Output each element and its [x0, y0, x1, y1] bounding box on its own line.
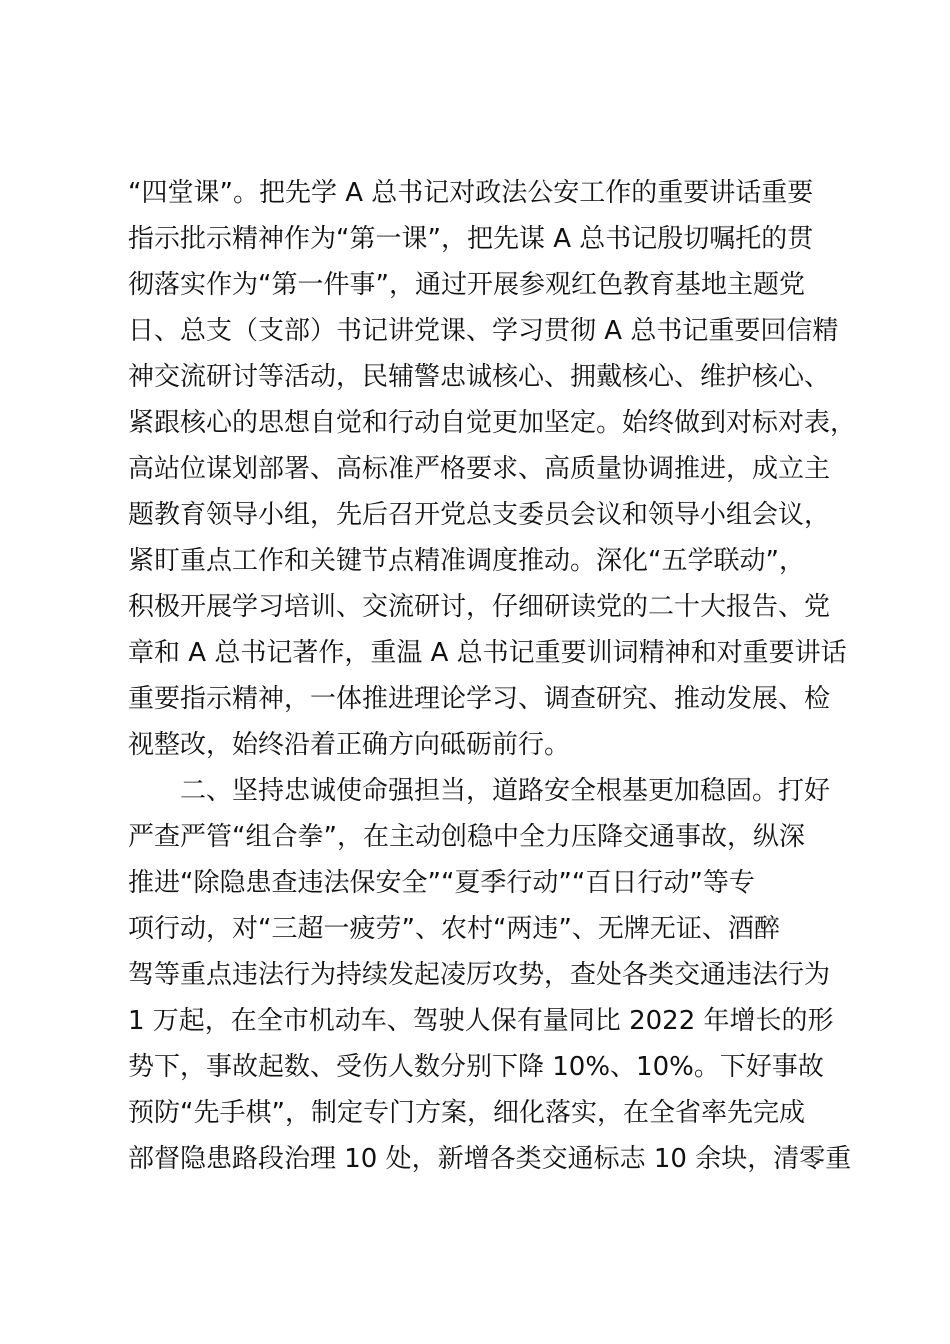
- text-line: 章和 A 总书记著作，重温 A 总书记重要训词精神和对重要讲话: [128, 638, 847, 668]
- text-line: 指示批示精神作为“第一课”，把先谋 A 总书记殷切嘱托的贯: [128, 224, 814, 254]
- text-line: 部督隐患路段治理 10 处，新增各类交通标志 10 余块，清零重: [128, 1144, 852, 1174]
- text-line: 神交流研讨等活动，民辅警忠诚核心、拥戴核心、维护核心、: [128, 362, 831, 392]
- text-line: 驾等重点违法行为持续发起凌厉攻势，查处各类交通违法行为: [128, 960, 831, 990]
- text-line: 1 万起，在全市机动车、驾驶人保有量同比 2022 年增长的形: [128, 1006, 834, 1036]
- text-line: 项行动，对“三超一疲劳”、农村“两违”、无牌无证、酒醉: [128, 914, 780, 944]
- text-line: 紧跟核心的思想自觉和行动自觉更加坚定。始终做到对标对表，: [128, 408, 857, 438]
- document-body: [128, 170, 857, 1182]
- text-line: 日、总支（支部）书记讲党课、学习贯彻 A 总书记重要回信精: [128, 316, 839, 346]
- text-line: 积极开展学习培训、交流研讨，仔细研读党的二十大报告、党: [128, 592, 831, 622]
- text-line: 彻落实作为“第一件事”，通过开展参观红色教育基地主题党: [128, 270, 805, 300]
- text-line: 推进“除隐患查违法保安全”“夏季行动”“百日行动”等专: [128, 868, 755, 898]
- text-line: 紧盯重点工作和关键节点精准调度推动。深化“五学联动”，: [128, 546, 805, 576]
- text-line: 重要指示精神，一体推进理论学习、调查研究、推动发展、检: [128, 684, 831, 714]
- text-line: 题教育领导小组，先后召开党总支委员会议和领导小组会议，: [128, 500, 831, 530]
- text-line: “四堂课”。把先学 A 总书记对政法公安工作的重要讲话重要: [128, 178, 814, 208]
- text-line: 视整改，始终沿着正确方向砥砺前行。: [128, 730, 571, 760]
- section-heading-line: 二、坚持忠诚使命强担当，道路安全根基更加稳固。打好: [128, 776, 831, 806]
- text-line: 高站位谋划部署、高标准严格要求、高质量协调推进，成立主: [128, 454, 831, 484]
- text-line: 势下，事故起数、受伤人数分别下降 10%、10%。下好事故: [128, 1052, 824, 1082]
- text-line: 严查严管“组合拳”，在主动创稳中全力压降交通事故，纵深: [128, 822, 805, 852]
- text-line: 预防“先手棋”，制定专门方案，细化落实，在全省率先完成: [128, 1098, 805, 1128]
